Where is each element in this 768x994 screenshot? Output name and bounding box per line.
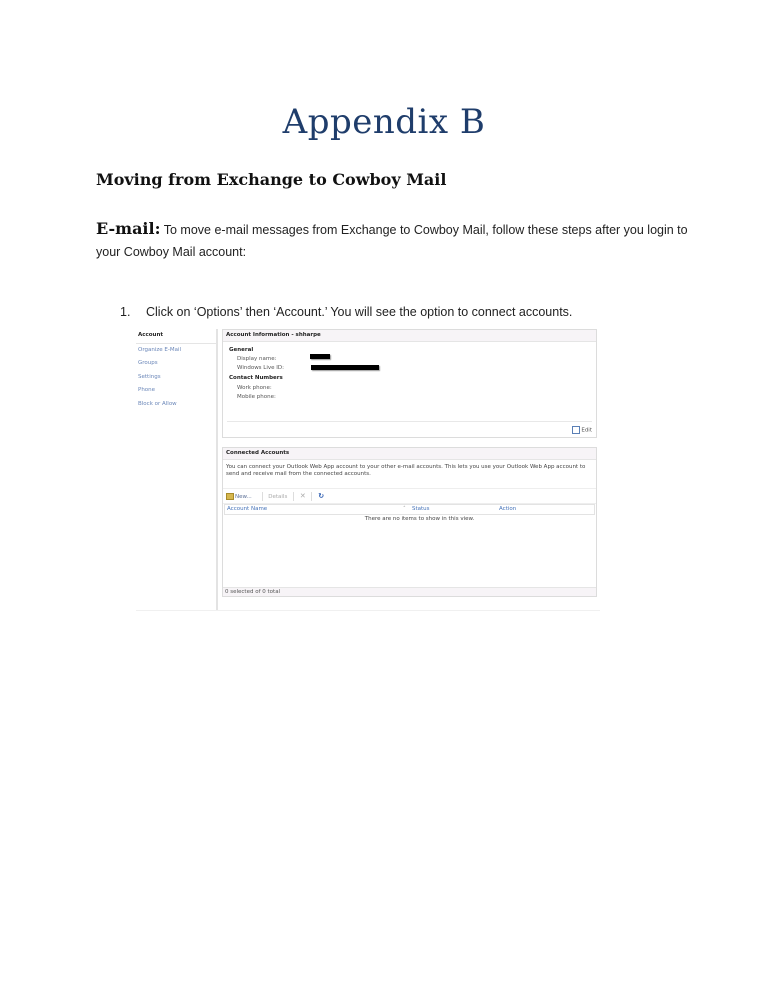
intro-paragraph xyxy=(96,218,696,263)
live-id-redacted xyxy=(311,365,379,370)
refresh-icon[interactable]: ↻ xyxy=(318,492,325,500)
nav-item-groups[interactable]: Groups xyxy=(138,360,158,366)
toolbar-separator xyxy=(311,492,312,501)
toolbar-separator xyxy=(262,492,263,501)
new-button[interactable] xyxy=(226,490,256,504)
sort-indicator-icon: ˄ xyxy=(403,506,406,512)
intro-lead: E-mail: xyxy=(96,219,161,238)
work-phone-label: Work phone: xyxy=(237,385,272,391)
empty-message: There are no items to show in this view. xyxy=(364,516,475,522)
selection-status: 0 selected of 0 total xyxy=(223,587,596,596)
general-label: General xyxy=(229,347,254,353)
column-account-name[interactable]: Account Name xyxy=(227,506,268,512)
edit-button[interactable] xyxy=(572,426,592,434)
step-1 xyxy=(120,305,572,319)
details-button[interactable]: Details xyxy=(268,494,288,500)
options-nav xyxy=(136,329,218,611)
connected-accounts-description: You can connect your Outlook Web App account to your other e-mail accounts. This lets you use your Outlook Web App account to send and receive mail from the connected accounts. xyxy=(223,460,596,489)
contact-numbers-label: Contact Numbers xyxy=(229,375,283,381)
step-number: 1. xyxy=(120,305,131,319)
calendar-edit-icon xyxy=(572,426,580,434)
divider xyxy=(227,421,592,422)
owa-options-screenshot xyxy=(136,329,600,611)
document-title: Appendix B xyxy=(282,102,486,142)
mobile-phone-label: Mobile phone: xyxy=(237,394,276,400)
account-information-panel xyxy=(222,329,597,438)
connected-accounts-panel xyxy=(222,447,597,597)
account-information-header: Account Information - shharpe xyxy=(223,330,596,342)
toolbar-separator xyxy=(293,492,294,501)
column-action[interactable]: Action xyxy=(499,506,517,512)
new-account-icon xyxy=(226,493,234,500)
display-name-label: Display name: xyxy=(237,356,277,362)
delete-icon[interactable]: ✕ xyxy=(299,492,306,500)
nav-item-account[interactable]: Account xyxy=(136,329,216,344)
connected-accounts-toolbar xyxy=(223,489,596,504)
column-status[interactable]: Status xyxy=(412,506,430,512)
screenshot-bottom-border xyxy=(136,610,600,611)
intro-text: To move e-mail messages from Exchange to Cowboy Mail, follow these steps after you login to your Cowboy Mail account: xyxy=(96,223,688,259)
live-id-label: Windows Live ID: xyxy=(237,365,284,371)
nav-item-phone[interactable]: Phone xyxy=(138,387,156,393)
nav-item-organize-email[interactable]: Organize E-Mail xyxy=(138,346,182,353)
section-heading: Moving from Exchange to Cowboy Mail xyxy=(96,170,447,189)
step-text: Click on ‘Options’ then ‘Account.’ You will see the option to connect accounts. xyxy=(146,305,573,319)
nav-item-settings[interactable]: Settings xyxy=(138,373,161,380)
new-label: New... xyxy=(235,494,252,500)
display-name-redacted xyxy=(310,354,330,359)
connected-accounts-header: Connected Accounts xyxy=(223,448,596,460)
edit-label: Edit xyxy=(581,427,592,434)
nav-item-block-or-allow[interactable]: Block or Allow xyxy=(138,400,177,407)
accounts-grid-header xyxy=(224,504,595,515)
